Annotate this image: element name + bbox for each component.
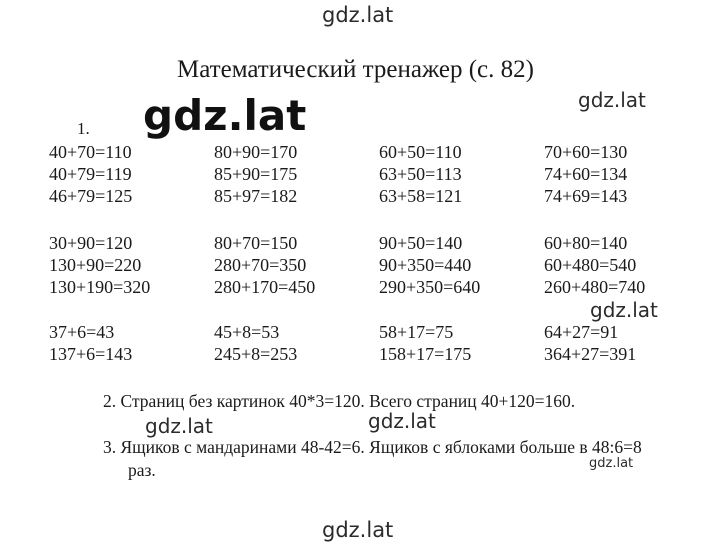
exercise-1-number: 1. xyxy=(77,119,90,138)
equation: 80+70=150 xyxy=(214,233,298,253)
equation: 40+79=119 xyxy=(49,164,132,184)
page-title: Математический тренажер (с. 82) xyxy=(177,56,534,83)
equation: 74+60=134 xyxy=(544,164,628,184)
watermark: gdz.lat xyxy=(322,518,394,542)
equation: 58+17=75 xyxy=(379,322,454,342)
equation: 63+58=121 xyxy=(379,186,463,206)
equation: 158+17=175 xyxy=(379,344,472,364)
equation: 280+170=450 xyxy=(214,277,316,297)
equation: 45+8=53 xyxy=(214,322,280,342)
watermark: gdz.lat xyxy=(590,298,658,322)
equation: 90+350=440 xyxy=(379,255,472,275)
task-3-line-1: 3. Ящиков с мандаринами 48-42=6. Ящиков с яблоками больше в 48:6=8 xyxy=(103,437,642,457)
equation: 46+79=125 xyxy=(49,186,133,206)
equation: 85+90=175 xyxy=(214,164,298,184)
equation: 60+80=140 xyxy=(544,233,628,253)
equation: 245+8=253 xyxy=(214,344,298,364)
equation: 80+90=170 xyxy=(214,142,298,162)
equation: 74+69=143 xyxy=(544,186,628,206)
equation: 40+70=110 xyxy=(49,142,132,162)
equation: 85+97=182 xyxy=(214,186,298,206)
equation: 64+27=91 xyxy=(544,322,619,342)
equation: 364+27=391 xyxy=(544,344,637,364)
equation: 260+480=740 xyxy=(544,277,646,297)
task-2: 2. Страниц без картинок 40*3=120. Всего страниц 40+120=160. xyxy=(103,391,576,411)
equation: 37+6=43 xyxy=(49,322,115,342)
equation: 290+350=640 xyxy=(379,277,481,297)
equation: 130+90=220 xyxy=(49,255,142,275)
equation: 60+50=110 xyxy=(379,142,462,162)
equation: 137+6=143 xyxy=(49,344,133,364)
equation: 63+50=113 xyxy=(379,164,462,184)
watermark-small: gdz.lat xyxy=(589,456,634,471)
watermark: gdz.lat xyxy=(145,414,213,438)
equation: 130+190=320 xyxy=(49,277,151,297)
watermark: gdz.lat xyxy=(578,88,646,112)
task-3-line-2: раз. xyxy=(128,460,156,480)
watermark: gdz.lat xyxy=(368,409,436,433)
equation: 90+50=140 xyxy=(379,233,463,253)
equation: 280+70=350 xyxy=(214,255,307,275)
equation: 30+90=120 xyxy=(49,233,133,253)
equation: 70+60=130 xyxy=(544,142,628,162)
watermark-large: gdz.lat xyxy=(143,91,307,140)
watermark: gdz.lat xyxy=(322,3,394,27)
equation: 60+480=540 xyxy=(544,255,637,275)
